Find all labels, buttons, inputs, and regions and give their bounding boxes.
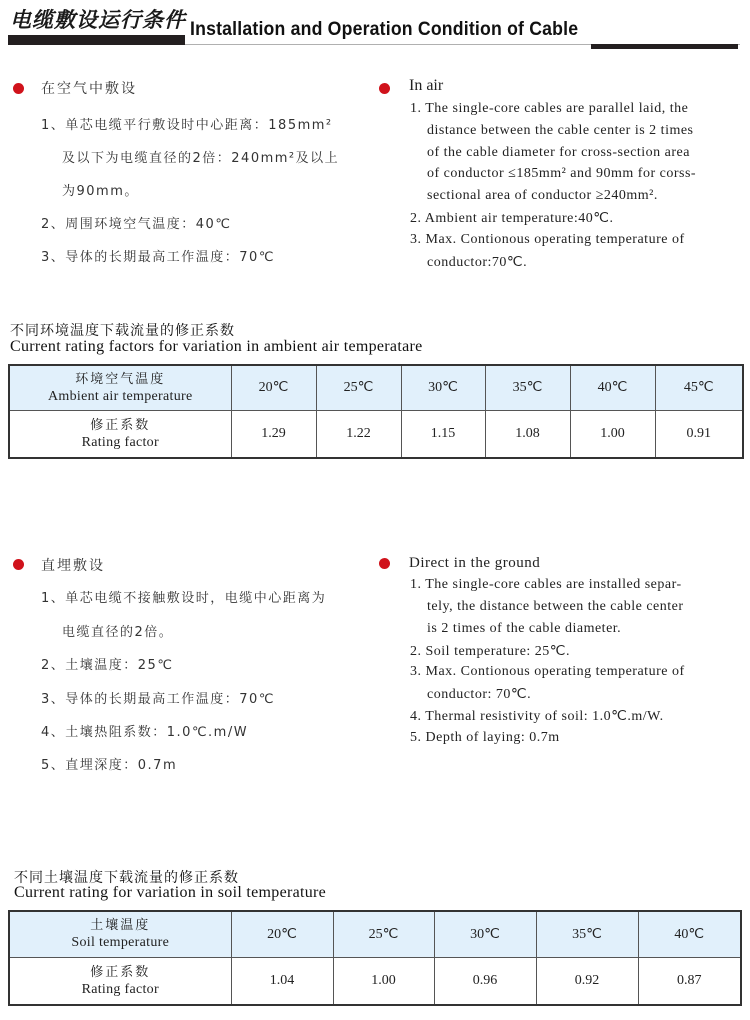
factor-cell: 1.15 [401,410,485,458]
soil-rating-table [8,910,742,1006]
in-ground-en-line: tely, the distance between the cable center [427,599,684,614]
in-ground-en-line: is 2 times of the cable diameter. [427,621,622,636]
temperature-cell: 35℃ [485,365,570,410]
in-ground-title-en: Direct in the ground [409,555,541,571]
bullet-icon [13,83,24,94]
factor-cell: 1.29 [231,410,316,458]
in-ground-cn-line: 3、导体的长期最高工作温度：70℃ [41,692,275,707]
air-table-title-cn: 不同环境温度下载流量的修正系数 [10,323,235,339]
row-label-cell [9,957,231,1005]
header-bar-left [8,35,185,45]
temperature-cell: 45℃ [655,365,743,410]
bullet-icon [13,559,24,570]
in-ground-en-line: 5. Depth of laying: 0.7m [410,730,560,745]
temperature-cell: 20℃ [231,365,316,410]
factor-cell: 1.00 [333,957,434,1005]
in-ground-cn-line: 4、土壤热阻系数：1.0℃.m/W [41,725,249,740]
in-air-title-en: In air [409,77,444,94]
row-label-cell [9,911,231,957]
in-ground-en-line: 3. Max. Contionous operating temperature of [410,664,685,679]
row-label-en: Ambient air temperature [47,388,193,404]
temperature-cell: 25℃ [333,911,434,957]
row-label-cell [9,410,231,458]
temperature-cell: 20℃ [231,911,333,957]
factor-cell: 0.87 [638,957,741,1005]
factor-cell: 0.92 [536,957,638,1005]
temperature-cell: 35℃ [536,911,638,957]
factor-cell: 1.00 [570,410,655,458]
factor-cell: 0.91 [655,410,743,458]
row-label-cn: 修正系数 [90,417,151,433]
in-air-en-line: 1. The single-core cables are parallel laid, the [410,101,689,116]
table-row [9,410,743,458]
row-label-cell [9,365,231,410]
factor-cell: 0.96 [434,957,536,1005]
in-air-en-line: 3. Max. Contionous operating temperature of [410,232,685,247]
in-air-title-cn: 在空气中敷设 [41,81,137,97]
in-ground-cn-line: 电缆直径的2倍。 [62,625,174,640]
in-air-en-line: distance between the cable center is 2 times [427,123,694,138]
temperature-cell: 30℃ [434,911,536,957]
air-table-title-en: Current rating factors for variation in ambient air temperatare [10,338,423,355]
in-ground-en-line: 1. The single-core cables are installed separ- [410,577,682,592]
in-ground-en-line: 4. Thermal resistivity of soil: 1.0℃.m/W. [410,709,664,724]
in-air-en-line: of conductor ≤185mm² and 90mm for corss- [427,166,697,181]
in-air-cn-line: 及以下为电缆直径的2倍：240mm²及以上 [62,151,340,166]
soil-table-title-cn: 不同土壤温度下载流量的修正系数 [14,870,239,886]
factor-cell: 1.04 [231,957,333,1005]
header-bar-right [591,44,738,49]
bullet-icon [379,558,390,569]
in-ground-title-cn: 直埋敷设 [41,558,105,574]
soil-table-title-en: Current rating for variation in soil temperature [14,884,327,901]
in-air-en-line: conductor:70℃. [427,255,528,270]
in-ground-cn-line: 2、土壤温度：25℃ [41,658,174,673]
temperature-cell: 40℃ [638,911,741,957]
row-label-cn: 土壤温度 [90,918,151,934]
in-air-cn-line: 为90mm。 [62,184,139,199]
temperature-cell: 40℃ [570,365,655,410]
in-ground-cn-line: 5、直埋深度：0.7m [41,758,178,773]
in-air-cn-line: 1、单芯电缆平行敷设时中心距离：185mm² [41,118,333,133]
in-ground-cn-line: 1、单芯电缆不接触敷设时，电缆中心距离为 [41,591,327,606]
factor-cell: 1.22 [316,410,401,458]
in-air-cn-line: 2、周围环境空气温度：40℃ [41,217,232,232]
header-title-en: Installation and Operation Condition of Cable [190,19,579,40]
row-label-cn: 修正系数 [90,964,151,980]
row-label-en: Rating factor [81,434,159,450]
bullet-icon [379,83,390,94]
in-ground-en-line: conductor: 70℃. [427,687,532,702]
row-label-en: Soil temperature [71,935,170,951]
row-label-cn: 环境空气温度 [75,371,166,387]
in-air-en-line: 2. Ambient air temperature:40℃. [410,211,614,226]
in-ground-en-line: 2. Soil temperature: 25℃. [410,644,571,659]
header-title-cn: 电缆敷设运行条件 [10,8,186,32]
table-row [9,957,741,1005]
factor-cell: 1.08 [485,410,570,458]
air-rating-table [8,364,744,459]
table-header-row [9,911,741,957]
temperature-cell: 25℃ [316,365,401,410]
temperature-cell: 30℃ [401,365,485,410]
table-header-row [9,365,743,410]
row-label-en: Rating factor [81,981,159,997]
in-air-en-line: of the cable diameter for cross-section area [427,145,690,160]
in-air-cn-line: 3、导体的长期最高工作温度：70℃ [41,250,275,265]
in-air-en-line: sectional area of conductor ≥240mm². [427,188,658,203]
